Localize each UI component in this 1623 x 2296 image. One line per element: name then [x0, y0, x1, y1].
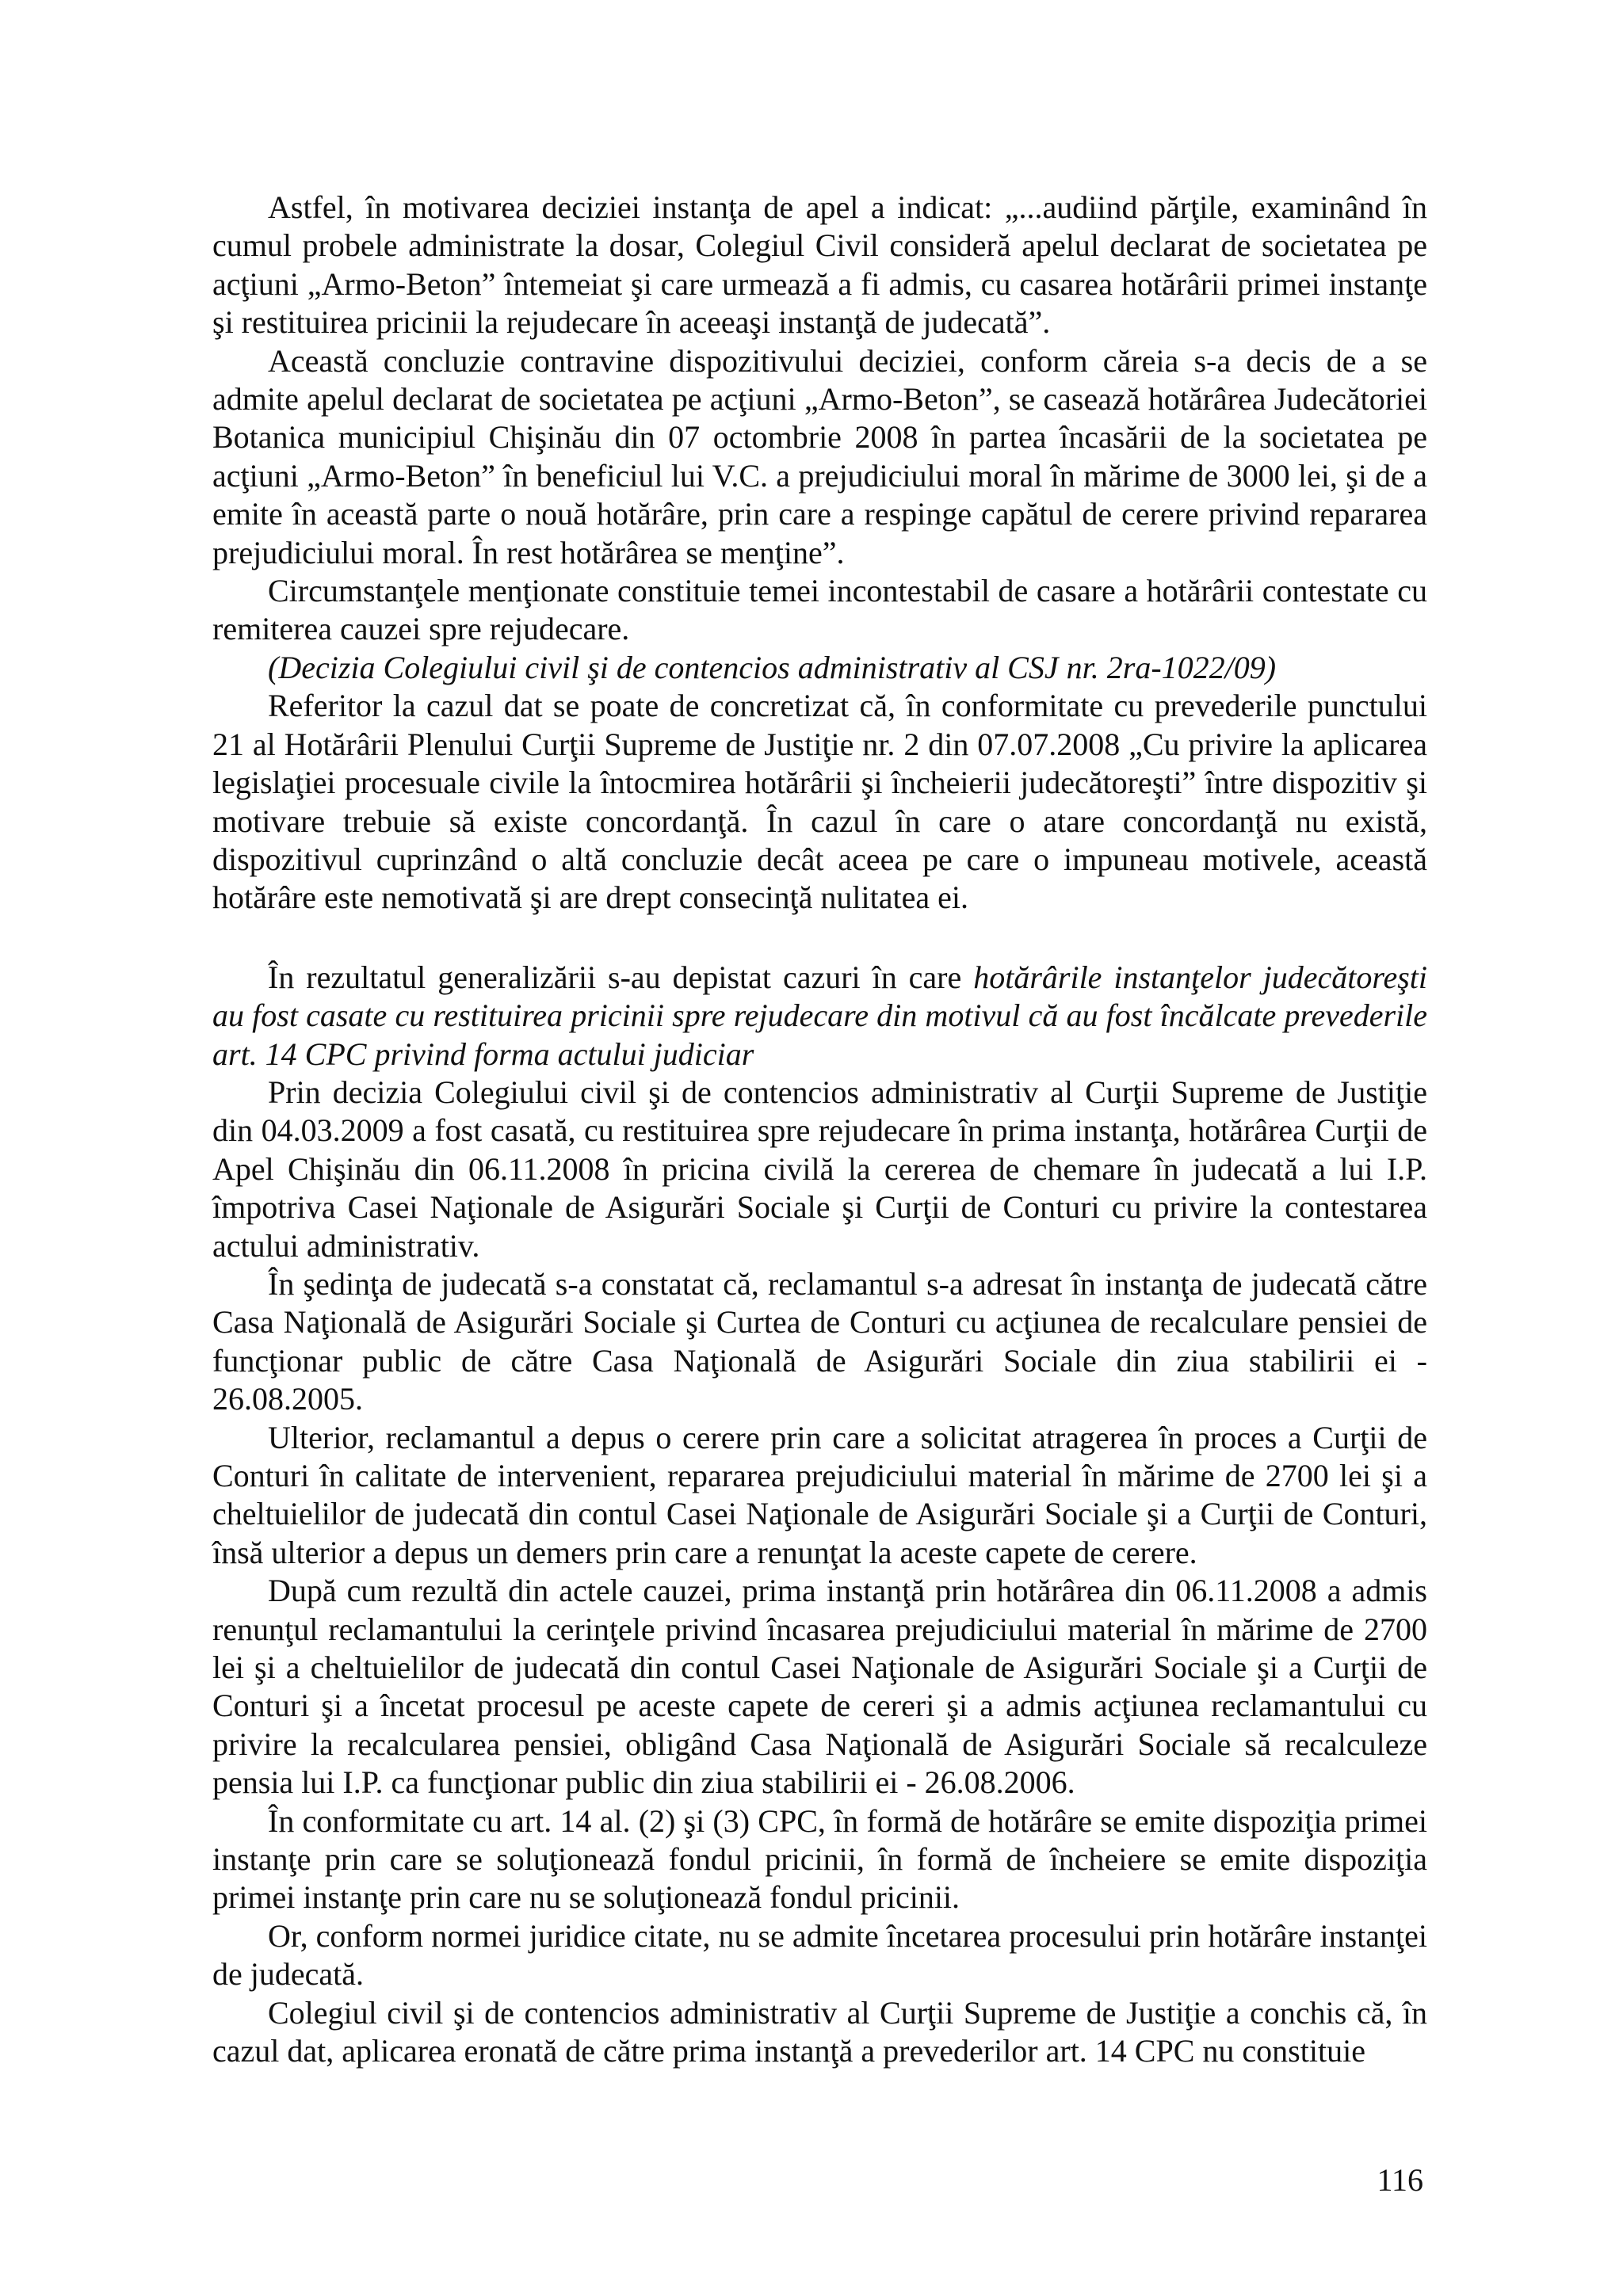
- section-intro-emphasis: hotărârile instanţelor judecătoreşti au fost casate cu restituirea pricinii spre rejudecare din motivul că au fost încălcate prevederile art. 14 CPC privind forma actului judiciar: [212, 959, 1428, 1072]
- citation-paragraph: [212, 649, 1427, 687]
- paragraph: Această concluzie contravine dispozitivului deciziei, conform căreia s-a decis de a se admite apelul declarat de societatea pe acţiuni „Armo-Beton”, se casează hotărârea Judecătoriei Botanica municipiul Chişinău din 07 octombrie 2008 în partea încasării de la societatea pe acţiuni „Armo-Beton” în beneficiul lui V.C. a prejudiciului moral în mărime de 3000 lei, şi de a emite în această parte o nouă hotărâre, prin care a respinge capătul de cerere privind repararea prejudiciului moral. În rest hotărârea se menţine”.: [212, 342, 1427, 570]
- paragraph: Circumstanţele menţionate constituie temei incontestabil de casare a hotărârii contestate cu remiterea cauzei spre rejudecare.: [212, 573, 1427, 647]
- paragraph: După cum rezultă din actele cauzei, prima instanţă prin hotărârea din 06.11.2008 a admis renunţul reclamantului la cerinţele privind încasarea prejudiciului material în mărime de 2700 lei şi a cheltuielilor de judecată din contul Casei Naţionale de Asigurări Sociale şi a Curţii de Conturi şi a încetat procesul pe aceste capete de cereri şi a admis acţiunea reclamantului cu privire la recalcularea pensiei, obligând Casa Naţională de Asigurări Sociale să recalculeze pensia lui I.P. ca funcţionar public din ziua stabilirii ei - 26.08.2006.: [212, 1573, 1427, 1801]
- document-body: [212, 189, 1427, 2071]
- citation-text: (Decizia Colegiului civil şi de contencios administrativ al CSJ nr. 2ra-1022/09): [268, 649, 1277, 685]
- paragraph: Referitor la cazul dat se poate de concretizat că, în conformitate cu prevederile punctului 21 al Hotărârii Plenului Curţii Supreme de Justiţie nr. 2 din 07.07.2008 „Cu privire la aplicarea legislaţiei procesuale civile la întocmirea hotărârii şi încheierii judecătoreşti” între dispozitiv şi motivare trebuie să existe concordanţă. În cazul în care o atare concordanţă nu există, dispozitivul cuprinzând o altă concluzie decât aceea pe care o impuneau motivele, această hotărâre este nemotivată şi are drept consecinţă nulitatea ei.: [212, 688, 1427, 916]
- paragraph: Prin decizia Colegiului civil şi de contencios administrativ al Curţii Supreme de Justiţie din 04.03.2009 a fost casată, cu restituirea spre rejudecare în prima instanţa, hotărârea Curţii de Apel Chişinău din 06.11.2008 în pricina civilă la cererea de chemare în judecată a lui I.P. împotriva Casei Naţionale de Asigurări Sociale şi Curţii de Conturi cu privire la contestarea actului administrativ.: [212, 1074, 1427, 1264]
- paragraph: Ulterior, reclamantul a depus o cerere prin care a solicitat atragerea în proces a Curţii de Conturi în calitate de intervenient, repararea prejudiciului material în mărime de 2700 lei şi a cheltuielilor de judecată din contul Casei Naţionale de Asigurări Sociale şi a Curţii de Conturi, însă ulterior a depus un demers prin care a renunţat la aceste capete de cerere.: [212, 1419, 1427, 1570]
- section-intro-text: În rezultatul generalizării s-au depistat cazuri în care: [268, 959, 962, 995]
- paragraph: Astfel, în motivarea deciziei instanţa de apel a indicat: „...audiind părţile, examinând în cumul probele administrate la dosar, Colegiul Civil consideră apelul declarat de societatea pe acţiuni „Armo-Beton” întemeiat şi care urmează a fi admis, cu casarea hotărârii primei instanţe şi restituirea pricinii la rejudecare în aceeaşi instanţă de judecată”.: [212, 189, 1427, 341]
- paragraph: În şedinţa de judecată s-a constatat că, reclamantul s-a adresat în instanţa de judecată către Casa Naţională de Asigurări Sociale şi Curtea de Conturi cu acţiunea de recalculare pensiei de funcţionar public de către Casa Naţională de Asigurări Sociale din ziua stabilirii ei - 26.08.2005.: [212, 1265, 1427, 1417]
- section-intro-paragraph: [212, 959, 1427, 1074]
- paragraph: În conformitate cu art. 14 al. (2) şi (3) CPC, în formă de hotărâre se emite dispoziţia primei instanţe prin care se soluţionează fondul pricinii, în formă de încheiere se emite dispoziţia primei instanţe prin care nu se soluţionează fondul pricinii.: [212, 1802, 1427, 1916]
- page-number: 116: [1377, 2162, 1423, 2198]
- paragraph: Or, conform normei juridice citate, nu se admite încetarea procesului prin hotărâre instanţei de judecată.: [212, 1917, 1427, 1993]
- paragraph: Colegiul civil şi de contencios administrativ al Curţii Supreme de Justiţie a conchis că, în cazul dat, aplicarea eronată de către prima instanţă a prevederilor art. 14 CPC nu constituie: [212, 1994, 1427, 2069]
